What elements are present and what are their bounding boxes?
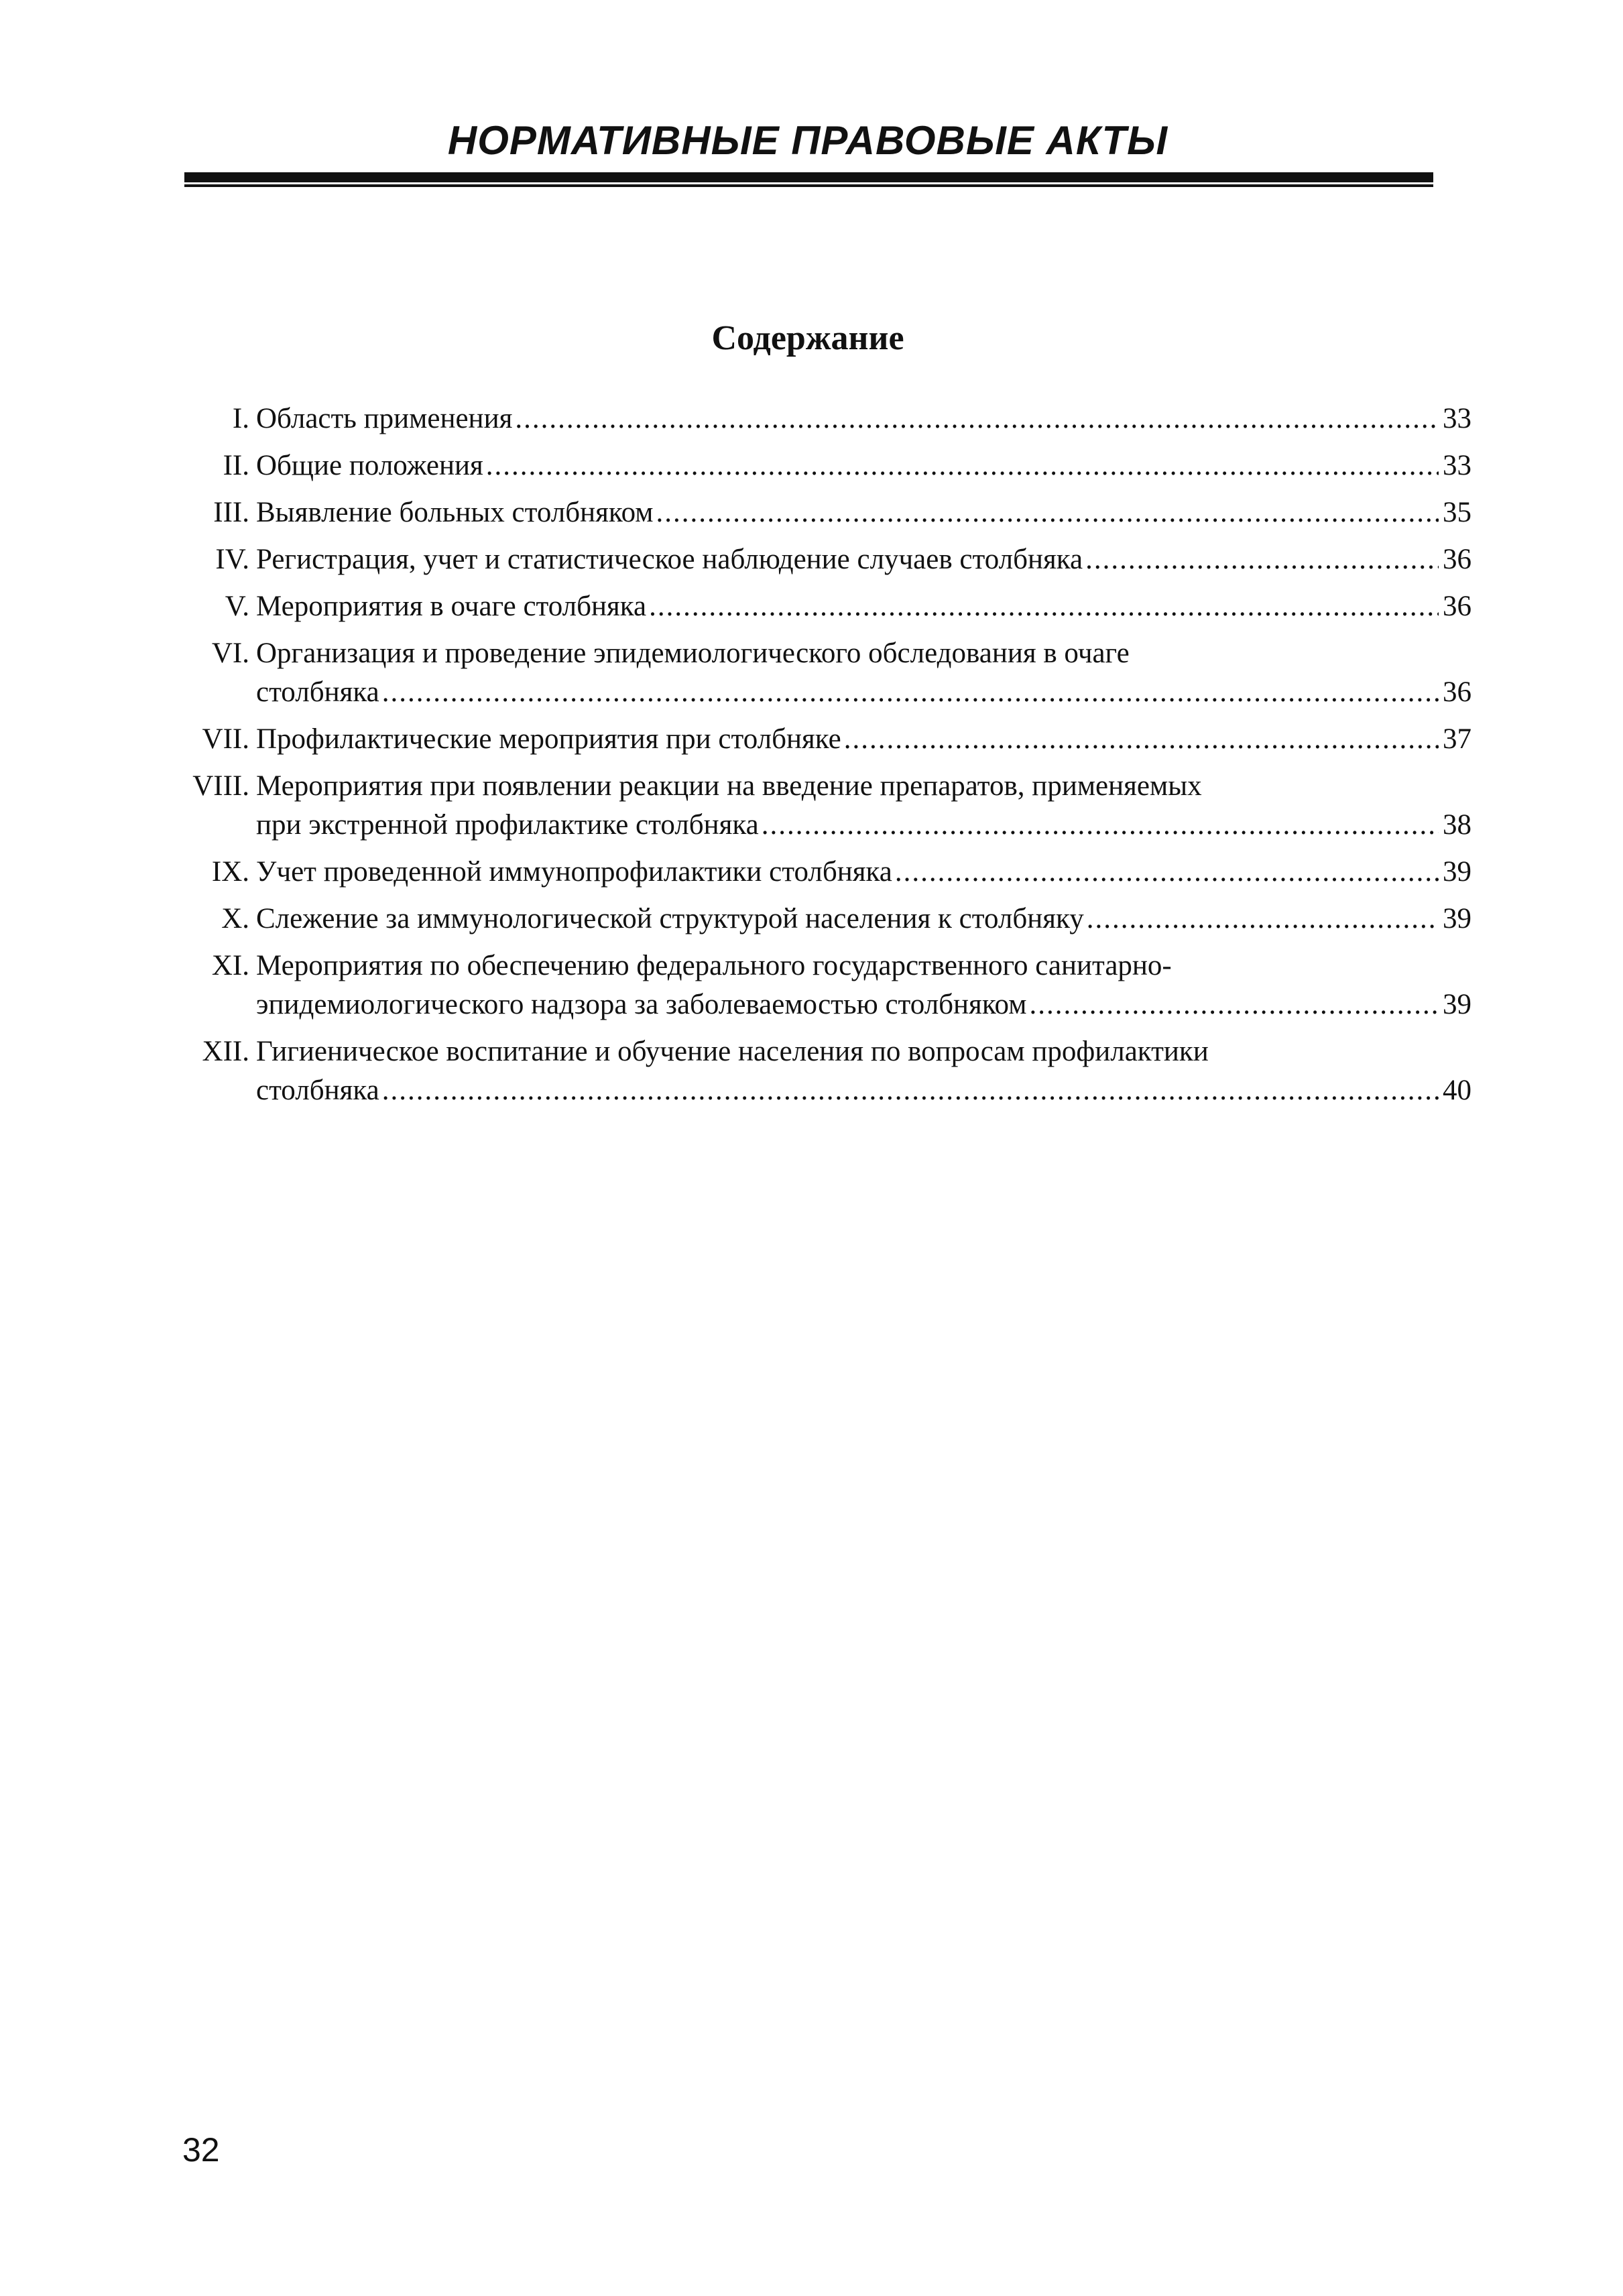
toc-item-last-line	[256, 806, 1471, 845]
toc-item-page: 35	[1443, 497, 1471, 528]
toc-item-last-line	[256, 1071, 1471, 1110]
toc-item-text: Область применения	[256, 403, 513, 434]
toc-item-text: Выявление больных столбняком	[256, 497, 654, 528]
toc-item-body	[256, 400, 1471, 438]
toc-leader-dots	[762, 806, 1439, 845]
toc-item-number: IX.	[211, 856, 249, 888]
toc-item-body	[256, 900, 1471, 939]
toc-item-last-line	[256, 853, 1471, 892]
toc-leader-dots	[1087, 900, 1439, 939]
toc-item-page: 38	[1443, 809, 1471, 841]
toc-item-page: 36	[1443, 591, 1471, 622]
toc-item[interactable]	[174, 767, 1471, 845]
toc-item-number: XI.	[211, 950, 249, 981]
toc-item[interactable]	[174, 540, 1471, 579]
toc-leader-dots	[486, 446, 1439, 485]
toc-item-body	[256, 493, 1471, 532]
toc-item-body	[256, 540, 1471, 579]
toc-item[interactable]	[174, 900, 1471, 939]
header-rule-thin	[184, 184, 1433, 187]
toc-item-number: I.	[232, 403, 249, 434]
toc-item[interactable]	[174, 720, 1471, 759]
toc-leader-dots	[844, 720, 1439, 759]
toc-item-body	[256, 853, 1471, 892]
toc-item-text: при экстренной профилактике столбняка	[256, 809, 759, 841]
toc-item-text-line: Гигиеническое воспитание и обучение населения по вопросам профилактики	[256, 1036, 1209, 1067]
toc-item-page: 36	[1443, 544, 1471, 575]
toc-item-page: 40	[1443, 1075, 1471, 1106]
toc-item[interactable]	[174, 947, 1471, 1024]
toc-item-last-line	[256, 673, 1471, 712]
toc-item[interactable]	[174, 634, 1471, 712]
toc-item-last-line	[256, 400, 1471, 438]
toc-item-number: II.	[223, 450, 249, 481]
running-header: НОРМАТИВНЫЕ ПРАВОВЫЕ АКТЫ	[447, 118, 1168, 163]
toc-item-number: IV.	[215, 544, 249, 575]
toc-item-body	[256, 947, 1471, 1024]
toc-item-last-line	[256, 985, 1471, 1024]
toc-item-last-line	[256, 493, 1471, 532]
toc-item-last-line	[256, 587, 1471, 626]
toc-leader-dots	[382, 673, 1439, 712]
toc-item-last-line	[256, 446, 1471, 485]
toc-item-number: XII.	[202, 1036, 249, 1067]
toc-leader-dots	[382, 1071, 1439, 1110]
toc-item[interactable]	[174, 853, 1471, 892]
toc-item[interactable]	[174, 587, 1471, 626]
toc-item-text: Учет проведенной иммунопрофилактики столбняка	[256, 856, 892, 888]
toc-leader-dots	[515, 400, 1439, 438]
toc-item-text: Регистрация, учет и статистическое наблюдение случаев столбняка	[256, 544, 1083, 575]
toc-item-last-line	[256, 540, 1471, 579]
toc-item-number: VIII.	[192, 770, 249, 802]
toc-item-page: 36	[1443, 676, 1471, 708]
toc-item[interactable]	[174, 446, 1471, 485]
toc-item-last-line	[256, 900, 1471, 939]
toc-leader-dots	[895, 853, 1439, 892]
toc-item-body	[256, 587, 1471, 626]
header-rule-thick	[184, 172, 1433, 182]
toc-item-text: столбняка	[256, 1075, 379, 1106]
toc-item-body	[256, 767, 1471, 845]
toc-item-text: Профилактические мероприятия при столбняке	[256, 723, 841, 755]
toc-item-page: 37	[1443, 723, 1471, 755]
toc-item[interactable]	[174, 1032, 1471, 1110]
toc-item-text: Общие положения	[256, 450, 483, 481]
toc-item-text-line: Мероприятия при появлении реакции на введение препаратов, применяемых	[256, 770, 1202, 802]
toc-item-body	[256, 446, 1471, 485]
toc-leader-dots	[649, 587, 1439, 626]
toc-item-page: 33	[1443, 450, 1471, 481]
toc-item-body	[256, 634, 1471, 712]
page-number: 32	[182, 2131, 220, 2169]
toc-item[interactable]	[174, 400, 1471, 438]
table-of-contents	[174, 400, 1471, 1118]
toc-item-number: III.	[213, 497, 249, 528]
toc-item-body	[256, 1032, 1471, 1110]
toc-item-number: VII.	[202, 723, 249, 755]
toc-leader-dots	[656, 493, 1439, 532]
toc-leader-dots	[1029, 985, 1439, 1024]
toc-item-page: 39	[1443, 989, 1471, 1020]
toc-item-page: 33	[1443, 403, 1471, 434]
toc-item-page: 39	[1443, 903, 1471, 934]
toc-item-number: V.	[225, 591, 249, 622]
toc-item-last-line	[256, 720, 1471, 759]
toc-title: Содержание	[711, 319, 904, 357]
toc-item-text: столбняка	[256, 676, 379, 708]
toc-item[interactable]	[174, 493, 1471, 532]
toc-item-page: 39	[1443, 856, 1471, 888]
toc-item-text-line: Организация и проведение эпидемиологического обследования в очаге	[256, 638, 1130, 669]
toc-item-body	[256, 720, 1471, 759]
toc-item-number: X.	[221, 903, 249, 934]
toc-item-text-line: Мероприятия по обеспечению федерального государственного санитарно-	[256, 950, 1172, 981]
toc-leader-dots	[1085, 540, 1439, 579]
toc-item-number: VI.	[211, 638, 249, 669]
toc-item-text: эпидемиологического надзора за заболеваемостью столбняком	[256, 989, 1027, 1020]
toc-item-text: Мероприятия в очаге столбняка	[256, 591, 647, 622]
toc-item-text: Слежение за иммунологической структурой населения к столбняку	[256, 903, 1084, 934]
